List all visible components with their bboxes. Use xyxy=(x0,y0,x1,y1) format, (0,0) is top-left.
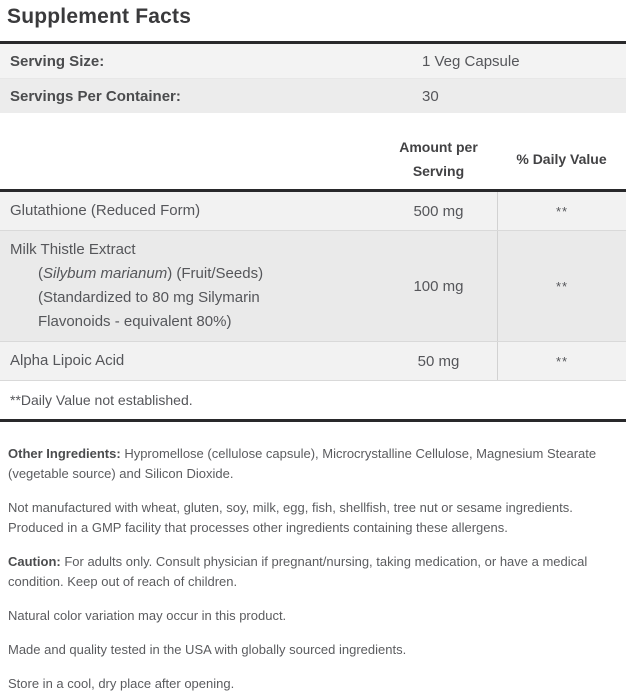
nutrient-name-line3: (Standardized to 80 mg Silymarin xyxy=(38,289,260,306)
nutrient-table xyxy=(0,189,626,422)
nutrient-name xyxy=(0,231,380,341)
nutrient-amount: 500 mg xyxy=(413,202,464,220)
panel-title: Supplement Facts xyxy=(7,5,192,28)
nutrient-name: Glutathione (Reduced Form) xyxy=(10,202,201,219)
servings-per-container-value: 30 xyxy=(422,87,439,105)
nutrient-name-line1: Milk Thistle Extract xyxy=(10,241,136,258)
nutrient-name-line2: (Silybum marianum) (Fruit/Seeds) xyxy=(38,265,264,282)
nutrient-amount: 100 mg xyxy=(413,277,464,295)
caution-label: Caution: xyxy=(8,554,61,569)
amount-per-serving-header: Amount per Serving xyxy=(399,139,478,179)
made-in-usa-paragraph: Made and quality tested in the USA with globally sourced ingredients. xyxy=(8,642,407,657)
nutrient-name: Alpha Lipoic Acid xyxy=(10,352,125,369)
nutrient-table-header xyxy=(0,129,626,189)
nutrient-amount: 50 mg xyxy=(417,352,460,370)
nutrient-daily-value: ** xyxy=(497,342,626,380)
table-row-alpha-lipoic-acid xyxy=(0,342,626,381)
daily-value-footnote: **Daily Value not established. xyxy=(0,381,626,419)
supplement-facts-panel xyxy=(0,3,626,694)
allergen-paragraph: Not manufactured with wheat, gluten, soy, milk, egg, fish, shellfish, tree nut or sesame ingredients. Produced in a GMP facility that processes other ingredients containing these allergens. xyxy=(8,500,573,535)
color-variation-paragraph: Natural color variation may occur in this product. xyxy=(8,608,287,623)
servings-per-container-row xyxy=(0,79,626,113)
serving-info-table xyxy=(0,41,626,113)
nutrient-daily-value: ** xyxy=(497,192,626,230)
serving-size-label: Serving Size: xyxy=(10,52,105,70)
table-row-milk-thistle xyxy=(0,231,626,342)
nutrient-daily-value: ** xyxy=(497,231,626,341)
other-ingredients-label: Other Ingredients: xyxy=(8,446,121,461)
other-ingredients-paragraph: Other Ingredients: Hypromellose (cellulose capsule), Microcrystalline Cellulose, Magnesium Stearate (vegetable source) and Silicon Dioxide. xyxy=(8,446,597,481)
caution-paragraph: Caution: For adults only. Consult physician if pregnant/nursing, taking medication, or have a medical condition. Keep out of reach of children. xyxy=(8,554,588,589)
nutrient-name-line4: Flavonoids - equivalent 80%) xyxy=(38,313,232,330)
table-row-glutathione xyxy=(0,192,626,231)
storage-paragraph: Store in a cool, dry place after opening. xyxy=(8,676,235,691)
serving-size-value: 1 Veg Capsule xyxy=(422,52,520,70)
serving-size-row xyxy=(0,44,626,79)
notes-section xyxy=(8,444,618,694)
daily-value-header: % Daily Value xyxy=(516,151,607,167)
servings-per-container-label: Servings Per Container: xyxy=(10,87,181,105)
latin-name: Silybum marianum xyxy=(43,265,168,282)
